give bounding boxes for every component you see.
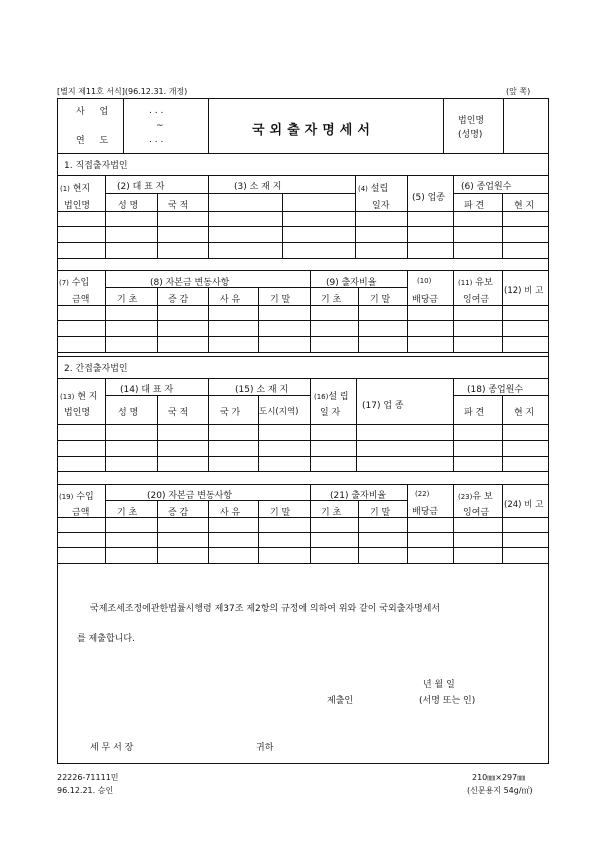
- h9-end: 기 말: [370, 295, 391, 305]
- h18-local: 현 지: [514, 408, 535, 418]
- h24-label: (24) 비 고: [504, 500, 544, 510]
- h7-label-a: 수입: [71, 278, 90, 288]
- h2-nationality: 국 적: [168, 201, 189, 211]
- h23-label-a: 유 보: [472, 492, 493, 502]
- h9-begin: 기 초: [321, 295, 342, 305]
- frame-left: [57, 98, 58, 764]
- corp-name-sub-label: (성명): [458, 130, 483, 140]
- h2-label: (2) 대 표 자: [117, 182, 165, 192]
- paper-size: 210㎜×297㎜: [472, 773, 526, 782]
- h12-label: (12) 비 고: [504, 286, 544, 296]
- h20-end: 기 말: [270, 508, 291, 518]
- h8-reason: 사 유: [220, 295, 241, 305]
- h1-label-b: 법인명: [64, 201, 91, 211]
- h16-label-b: 일 자: [320, 408, 341, 418]
- section1-heading: 1. 직접출자법인: [64, 161, 128, 171]
- h21-begin: 기 초: [321, 508, 342, 518]
- h15-city: 도시(지역): [259, 407, 299, 417]
- h16-num: (16): [314, 393, 329, 401]
- h7-num: (7): [59, 279, 69, 287]
- h19-label-b: 금액: [72, 508, 90, 518]
- h8-begin: 기 초: [117, 295, 138, 305]
- h11-label-a: 유보: [475, 278, 493, 288]
- h22-label: 배당금: [412, 507, 439, 517]
- h15-country: 국 가: [220, 408, 241, 418]
- paper-type: (신문용지 54g/㎡): [467, 786, 533, 795]
- statement-line-1: 국제조세조정에관한법률시행령 제37조 제2항의 규정에 의하여 위와 같이 국외출자명세서: [90, 604, 441, 614]
- frame-right: [548, 98, 549, 764]
- addressee-label: 귀하: [256, 743, 274, 753]
- h20-begin: 기 초: [117, 508, 138, 518]
- h10-num: (10): [417, 277, 432, 285]
- period-tilde: ~: [156, 121, 164, 131]
- period-end-dots: . . .: [149, 135, 164, 145]
- approval-date: 96.12.21. 승인: [57, 786, 114, 795]
- h1-num: (1): [60, 185, 70, 193]
- h13-label-a: 현 지: [77, 392, 98, 402]
- h6-label: (6) 종업원수: [461, 182, 512, 192]
- h4-label-a: 설립: [370, 184, 389, 194]
- h23-label-b: 잉여금: [463, 508, 490, 518]
- section2-heading: 2. 간접출자법인: [64, 364, 128, 374]
- h21-label: (21) 출자비율: [330, 491, 387, 501]
- h1-label-a: 현지: [72, 184, 91, 194]
- h3-label: (3) 소 재 지: [234, 182, 282, 192]
- h10-label: 배당금: [412, 295, 439, 305]
- h22-num: (22): [415, 490, 430, 498]
- frame-bottom: [57, 763, 549, 764]
- signature-label: (서명 또는 인): [419, 696, 476, 706]
- h18-label: (18) 종업원수: [467, 385, 524, 395]
- submission-date: 년 월 일: [423, 680, 455, 690]
- h6-dispatched: 파 견: [464, 201, 485, 211]
- h7-label-b: 금액: [72, 295, 90, 305]
- h20-change: 증 감: [168, 508, 189, 518]
- business-year-label-1: 사 업: [76, 107, 115, 117]
- h17-label: (17) 업 종: [362, 401, 404, 411]
- h19-label-a: 수입: [76, 492, 94, 502]
- h23-num: (23): [458, 493, 473, 501]
- h16-label-a: 설 립: [328, 392, 349, 402]
- page-side-label: (앞 쪽): [506, 87, 531, 96]
- frame-top: [57, 98, 549, 99]
- h14-label: (14) 대 표 자: [120, 385, 174, 395]
- form-number: [별지 제11호 서식](96.12.31. 개정): [57, 87, 188, 96]
- submitter-label: 제출인: [327, 696, 354, 706]
- h4-num: (4): [358, 185, 368, 193]
- h21-end: 기 말: [370, 508, 391, 518]
- corp-name-label: 법인명: [458, 116, 485, 126]
- h13-label-b: 법인명: [64, 408, 91, 418]
- tax-office-label: 세 무 서 장: [90, 743, 134, 753]
- business-year-label-2: 연 도: [76, 136, 115, 146]
- h13-num: (13): [60, 393, 75, 401]
- h14-nationality: 국 적: [168, 408, 189, 418]
- h5-label: (5) 업종: [412, 193, 445, 203]
- h20-reason: 사 유: [220, 508, 241, 518]
- period-start-dots: . . .: [149, 106, 164, 116]
- h18-dispatched: 파 견: [464, 408, 485, 418]
- statement-line-2: 를 제출합니다.: [77, 634, 135, 644]
- h2-name: 성 명: [118, 201, 139, 211]
- form-code: 22226-71111민: [57, 773, 119, 782]
- form-title: 국외출자명세서: [252, 123, 375, 138]
- h9-label: (9) 출자비율: [326, 278, 377, 288]
- h8-end: 기 말: [270, 295, 291, 305]
- h6-local: 현 지: [514, 201, 535, 211]
- h15-label: (15) 소 재 지: [235, 385, 289, 395]
- h8-label: (8) 자본금 변동사항: [150, 278, 230, 288]
- h14-name: 성 명: [118, 408, 139, 418]
- h19-num: (19): [59, 493, 74, 501]
- h11-label-b: 잉여금: [463, 295, 490, 305]
- h20-label: (20) 자본금 변동사항: [147, 491, 233, 501]
- h8-change: 증 감: [168, 295, 189, 305]
- h4-label-b: 일자: [372, 201, 390, 211]
- h11-num: (11): [458, 279, 473, 287]
